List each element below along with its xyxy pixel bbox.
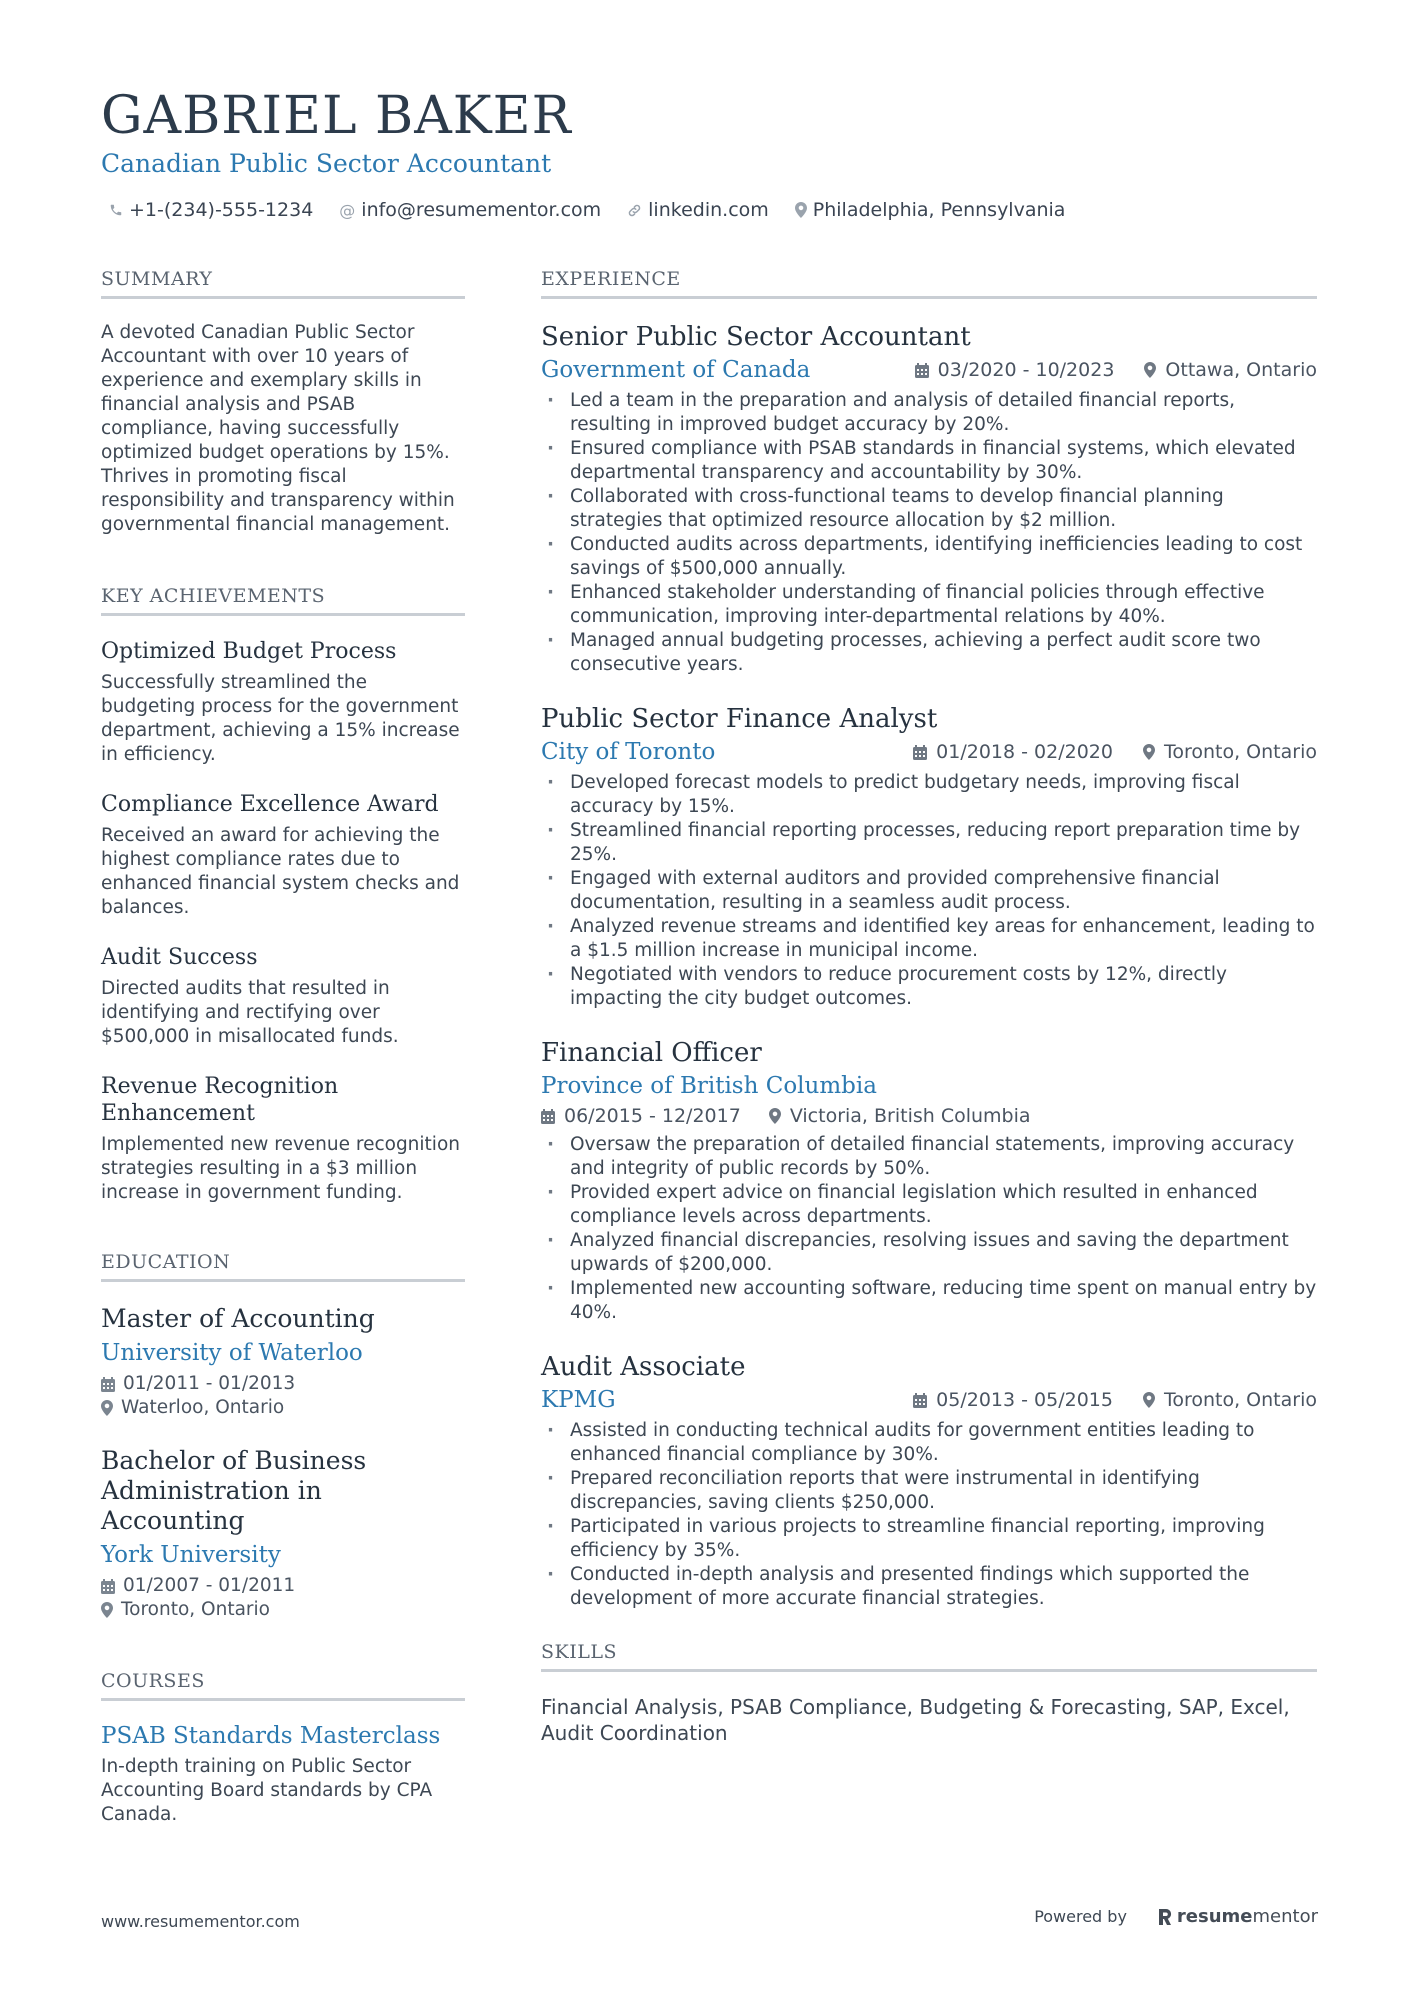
contact-location <box>795 199 1066 221</box>
summary-heading: SUMMARY <box>101 268 465 299</box>
brand-name-a: resume <box>1176 1906 1253 1927</box>
achievement-text: Directed audits that resulted in identifying and rectifying over $500,000 in misallocated funds. <box>101 978 399 1047</box>
job-bullets <box>541 389 1317 677</box>
education-degree: Master of Accounting <box>101 1304 375 1333</box>
job-bullet: · Conducted audits across departments, identifying inefficiencies leading to cost savings of $500,000 annually. <box>541 533 1317 581</box>
job-location-text: Toronto, Ontario <box>1163 741 1317 763</box>
location-icon <box>795 202 807 218</box>
job-dates-text: 06/2015 - 12/2017 <box>564 1105 741 1127</box>
brand-logo[interactable] <box>1157 1906 1318 1927</box>
job-dates <box>541 1105 741 1127</box>
job-location-text: Ottawa, Ontario <box>1165 359 1317 381</box>
job-bullet: · Analyzed revenue streams and identified key areas for enhancement, leading to a $1.5 million increase in municipal income. <box>541 915 1317 963</box>
education-location <box>101 1598 465 1622</box>
achievement-title: Compliance Excellence Award <box>101 792 439 817</box>
job-title: Public Sector Finance Analyst <box>541 704 938 734</box>
contact-phone[interactable] <box>109 199 313 221</box>
job-title: Financial Officer <box>541 1038 762 1068</box>
job-bullets <box>541 1133 1317 1325</box>
job-location <box>769 1105 1031 1127</box>
job-dates-text: 03/2020 - 10/2023 <box>937 359 1115 381</box>
job-bullet: · Oversaw the preparation of detailed financial statements, improving accuracy and integrity of public records by 50%. <box>541 1133 1317 1181</box>
location-icon <box>101 1400 113 1416</box>
job-location-text: Victoria, British Columbia <box>789 1105 1031 1127</box>
footer-url[interactable]: www.resumementor.com <box>101 1912 300 1931</box>
achievements-section <box>101 585 465 1205</box>
job-title: Audit Associate <box>541 1352 746 1382</box>
courses-heading: COURSES <box>101 1670 465 1701</box>
job-company: Government of Canada <box>541 357 811 383</box>
candidate-name: GABRIEL BAKER <box>101 86 572 146</box>
job-bullet: · Engaged with external auditors and provided comprehensive financial documentation, resulting in a seamless audit process. <box>541 867 1317 915</box>
job-dates <box>913 741 1113 763</box>
job-dates-text: 01/2018 - 02/2020 <box>936 741 1113 763</box>
achievement-item <box>101 944 465 1049</box>
education-dates <box>101 1372 465 1396</box>
resumementor-logo-icon <box>1157 1907 1173 1927</box>
skills-text: Financial Analysis, PSAB Compliance, Budgeting & Forecasting, SAP, Excel, Audit Coordination <box>541 1695 1290 1745</box>
job-bullet: · Implemented new accounting software, reducing time spent on manual entry by 40%. <box>541 1277 1317 1325</box>
job-bullet: · Developed forecast models to predict budgetary needs, improving fiscal accuracy by 15%. <box>541 771 1317 819</box>
location-icon <box>1143 744 1155 760</box>
education-item <box>101 1304 465 1420</box>
job-bullets <box>541 1419 1317 1611</box>
job-bullet: · Analyzed financial discrepancies, resolving issues and saving the department upwards of $200,000. <box>541 1229 1317 1277</box>
contact-linkedin[interactable] <box>627 199 769 221</box>
experience-item <box>541 1351 1317 1611</box>
job-bullet: · Led a team in the preparation and analysis of detailed financial reports, resulting in improved budget accuracy by 20%. <box>541 389 1317 437</box>
job-bullet: · Ensured compliance with PSAB standards in financial systems, which elevated departmental transparency and accountability by 30%. <box>541 437 1317 485</box>
contact-phone-text: +1-(234)-555-1234 <box>129 199 314 221</box>
link-icon <box>627 203 642 218</box>
job-company: KPMG <box>541 1387 616 1413</box>
contact-linkedin-text: linkedin.com <box>648 199 769 221</box>
contact-email-text: info@resumementor.com <box>361 199 602 221</box>
achievement-text: Successfully streamlined the budgeting process for the government department, achieving a 15% increase in efficiency. <box>101 672 460 765</box>
achievement-title: Revenue Recognition Enhancement <box>101 1074 339 1126</box>
job-bullet: · Streamlined financial reporting processes, reducing report preparation time by 25%. <box>541 819 1317 867</box>
location-icon <box>1143 1392 1155 1408</box>
job-bullet: · Enhanced stakeholder understanding of financial policies through effective communication, improving inter-departmental relations by 40%. <box>541 581 1317 629</box>
job-title: Senior Public Sector Accountant <box>541 322 971 352</box>
job-bullet: · Negotiated with vendors to reduce procurement costs by 12%, directly impacting the city budget outcomes. <box>541 963 1317 1011</box>
summary-text: A devoted Canadian Public Sector Accountant with over 10 years of experience and exemplary skills in financial analysis and PSAB compliance, having successfully optimized budget operations by 15%. Thrives in promoting fiscal responsibility and transparency within governmental financial management. <box>101 322 455 535</box>
calendar-icon <box>101 1377 115 1392</box>
job-company: City of Toronto <box>541 739 716 765</box>
job-bullets <box>541 771 1317 1011</box>
location-icon <box>101 1602 113 1618</box>
right-column <box>541 268 1317 1746</box>
education-school: University of Waterloo <box>101 1340 363 1366</box>
education-degree: Bachelor of Business Administration in Accounting <box>101 1446 367 1535</box>
achievement-item <box>101 791 465 920</box>
experience-item <box>541 1037 1317 1325</box>
education-school: York University <box>101 1542 281 1568</box>
job-bullet: · Managed annual budgeting processes, achieving a perfect audit score two consecutive years. <box>541 629 1317 677</box>
achievement-title: Optimized Budget Process <box>101 639 397 664</box>
education-dates-text: 01/2007 - 01/2011 <box>123 1575 296 1596</box>
education-location-text: Waterloo, Ontario <box>121 1397 285 1418</box>
experience-item <box>541 321 1317 677</box>
contact-bar <box>109 199 1091 221</box>
job-bullet: · Provided expert advice on financial legislation which resulted in enhanced compliance levels across departments. <box>541 1181 1317 1229</box>
skills-heading: SKILLS <box>541 1641 1317 1672</box>
experience-item <box>541 703 1317 1011</box>
job-location <box>1144 359 1317 381</box>
powered-by-label: Powered by <box>1034 1907 1127 1926</box>
job-bullet: · Participated in various projects to streamline financial reporting, improving efficiency by 35%. <box>541 1515 1317 1563</box>
left-column <box>101 268 465 1827</box>
achievement-item <box>101 638 465 767</box>
job-location <box>1143 1389 1317 1411</box>
at-icon: @ <box>339 200 356 220</box>
contact-email[interactable] <box>339 199 601 221</box>
job-bullet: · Collaborated with cross-functional teams to develop financial planning strategies that optimized resource allocation by $2 million. <box>541 485 1317 533</box>
achievement-item <box>101 1073 465 1205</box>
job-dates <box>915 359 1115 381</box>
achievement-text: Received an award for achieving the highest compliance rates due to enhanced financial system checks and balances. <box>101 825 460 918</box>
achievement-text: Implemented new revenue recognition strategies resulting in a $3 million increase in government funding. <box>101 1134 460 1203</box>
job-company: Province of British Columbia <box>541 1073 877 1099</box>
courses-section <box>101 1670 465 1827</box>
summary-section <box>101 268 465 537</box>
skills-section <box>541 1641 1317 1746</box>
job-bullet: · Prepared reconciliation reports that were instrumental in identifying discrepancies, saving clients $250,000. <box>541 1467 1317 1515</box>
education-dates <box>101 1574 465 1598</box>
education-location <box>101 1396 465 1420</box>
calendar-icon <box>101 1579 115 1594</box>
phone-icon <box>109 203 123 217</box>
course-title: PSAB Standards Masterclass <box>101 1723 441 1749</box>
job-dates <box>913 1389 1113 1411</box>
education-section <box>101 1251 465 1622</box>
experience-heading: EXPERIENCE <box>541 268 1317 299</box>
calendar-icon <box>913 1393 927 1408</box>
calendar-icon <box>915 363 929 378</box>
location-icon <box>1144 362 1156 378</box>
job-bullet: · Assisted in conducting technical audits for government entities leading to enhanced financial compliance by 30%. <box>541 1419 1317 1467</box>
job-location <box>1143 741 1317 763</box>
location-icon <box>769 1108 781 1124</box>
education-dates-text: 01/2011 - 01/2013 <box>123 1373 296 1394</box>
job-location-text: Toronto, Ontario <box>1163 1389 1317 1411</box>
contact-location-text: Philadelphia, Pennsylvania <box>812 199 1066 221</box>
course-text: In-depth training on Public Sector Accounting Board standards by CPA Canada. <box>101 1756 433 1825</box>
brand-name-b: mentor <box>1252 1906 1318 1927</box>
job-bullet: · Conducted in-depth analysis and presented findings which supported the development of more accurate financial strategies. <box>541 1563 1317 1611</box>
education-item <box>101 1446 465 1622</box>
achievements-heading: KEY ACHIEVEMENTS <box>101 585 465 616</box>
achievement-title: Audit Success <box>101 945 258 970</box>
candidate-title: Canadian Public Sector Accountant <box>101 149 552 178</box>
powered-by <box>1034 1906 1318 1927</box>
job-dates-text: 05/2013 - 05/2015 <box>936 1389 1113 1411</box>
calendar-icon <box>913 745 927 760</box>
education-location-text: Toronto, Ontario <box>121 1599 270 1620</box>
calendar-icon <box>541 1109 555 1124</box>
education-heading: EDUCATION <box>101 1251 465 1282</box>
